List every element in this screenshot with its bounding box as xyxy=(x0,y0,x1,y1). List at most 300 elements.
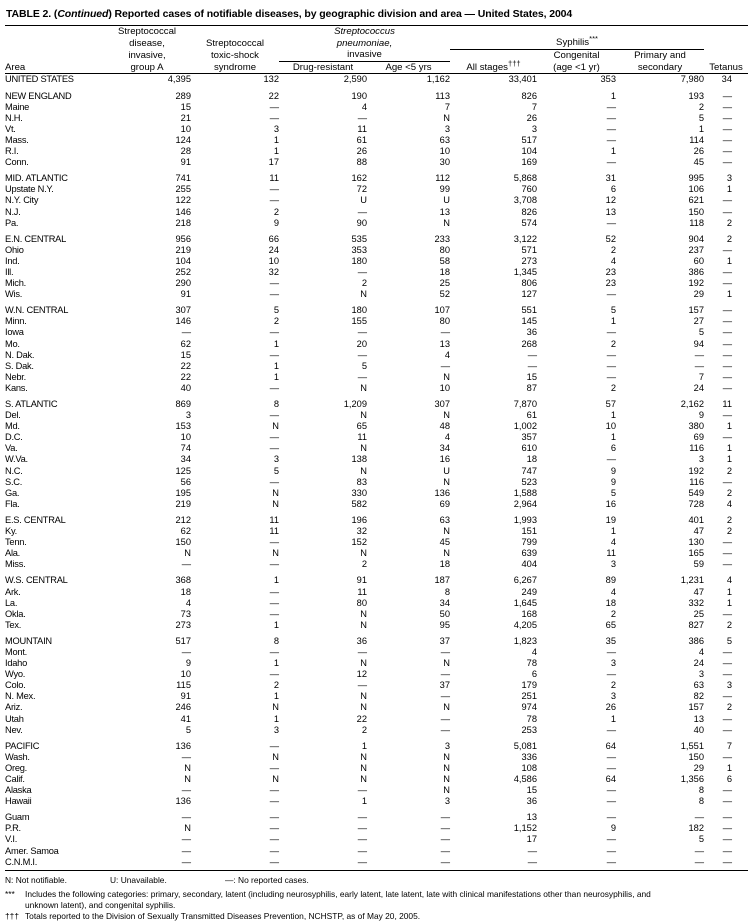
footnote-syphilis-mark: *** xyxy=(5,888,15,899)
row-value: 5 xyxy=(185,724,191,735)
header-strep-tss-l2: Streptococcal xyxy=(205,37,265,49)
row-value: 1,002 xyxy=(513,421,538,432)
table-row xyxy=(5,669,748,680)
row-value: 16 xyxy=(605,498,617,509)
row-area: Minn. xyxy=(5,316,27,327)
table-row xyxy=(5,834,748,845)
row-value: 192 xyxy=(688,278,705,289)
row-value: N xyxy=(443,112,451,123)
header-syphilis-group xyxy=(450,34,704,49)
row-value: 11 xyxy=(357,432,367,443)
row-value: N xyxy=(443,658,451,669)
row-value: N xyxy=(360,465,367,476)
row-value: 10 xyxy=(180,432,191,443)
header-strep-tss-l4: syndrome xyxy=(213,61,257,73)
row-value: 23 xyxy=(605,266,617,277)
row-value: — xyxy=(269,410,279,421)
row-value: — xyxy=(606,762,617,773)
row-value: — xyxy=(181,751,191,762)
row-value: 15 xyxy=(180,101,191,112)
row-value: 7 xyxy=(444,101,451,112)
row-value: 2 xyxy=(610,680,617,691)
row-value: 1,356 xyxy=(680,774,705,784)
row-value: 22 xyxy=(180,360,191,371)
row-value: 1 xyxy=(361,740,367,751)
row-value: 401 xyxy=(688,514,705,525)
row-value: 249 xyxy=(521,586,538,597)
row-value: — xyxy=(181,834,191,845)
row-value: — xyxy=(722,349,733,360)
row-value: 2 xyxy=(726,702,733,713)
row-value: — xyxy=(269,856,279,867)
header-all-stages-label: All stages xyxy=(466,61,508,73)
row-value: 1,645 xyxy=(513,597,538,608)
row-value: 10 xyxy=(180,123,191,134)
table-row xyxy=(5,714,748,725)
row-value: 17 xyxy=(526,834,538,845)
row-value: 80 xyxy=(356,597,367,608)
row-value: 1 xyxy=(726,255,733,266)
row-area: Wash. xyxy=(5,751,30,762)
row-value: 2 xyxy=(726,526,733,537)
row-value: — xyxy=(357,856,367,867)
row-area: Colo. xyxy=(5,680,26,691)
table-body xyxy=(5,74,748,868)
row-value: — xyxy=(527,856,538,867)
row-value: N xyxy=(443,371,451,382)
table-row xyxy=(5,609,748,620)
row-area: R.I. xyxy=(5,146,19,157)
row-value: 4 xyxy=(444,432,451,443)
row-value: 11 xyxy=(357,586,367,597)
row-value: 114 xyxy=(689,134,705,145)
row-value: 196 xyxy=(351,514,367,525)
row-value: 73 xyxy=(180,608,191,619)
row-value: 78 xyxy=(526,658,538,669)
row-value: 155 xyxy=(351,316,367,327)
row-value: 1 xyxy=(273,691,279,702)
row-value: 58 xyxy=(439,255,451,266)
table-row xyxy=(5,658,748,669)
table-row xyxy=(5,559,748,570)
row-value: — xyxy=(722,658,733,669)
row-value: N xyxy=(443,751,451,762)
row-value: — xyxy=(722,834,733,845)
row-area: N.Y. City xyxy=(5,195,39,206)
row-value: — xyxy=(181,327,191,338)
row-value: 3 xyxy=(273,123,279,134)
row-value: 179 xyxy=(521,680,538,691)
row-value: N xyxy=(360,702,367,713)
row-value: 6,267 xyxy=(513,575,538,586)
row-value: 65 xyxy=(356,421,367,432)
row-value: 195 xyxy=(175,487,191,498)
row-value: — xyxy=(181,785,191,796)
row-value: 212 xyxy=(175,514,191,525)
row-value: N xyxy=(443,785,451,796)
row-value: 1 xyxy=(726,443,733,454)
row-area: W.Va. xyxy=(5,454,28,465)
row-value: 22 xyxy=(180,371,191,382)
row-area: D.C. xyxy=(5,432,23,443)
row-area: Pa. xyxy=(5,217,19,228)
row-value: 8 xyxy=(273,399,279,409)
row-value: 190 xyxy=(351,90,367,101)
table-row xyxy=(5,327,748,338)
table-row xyxy=(5,361,748,372)
row-value: 37 xyxy=(439,635,451,646)
row-value: N xyxy=(360,691,367,702)
header-all-stages xyxy=(450,58,537,74)
row-value: 1 xyxy=(610,410,617,421)
row-value: — xyxy=(181,856,191,867)
row-value: 106 xyxy=(688,184,705,195)
row-value: — xyxy=(694,845,705,856)
row-value: 582 xyxy=(351,498,367,509)
row-value: 47 xyxy=(693,526,705,537)
header-strep-tss-l1 xyxy=(191,26,279,38)
footnotes xyxy=(5,871,748,922)
row-value: 91 xyxy=(180,157,191,168)
row-value: — xyxy=(722,195,733,206)
row-value: 4 xyxy=(610,255,617,266)
row-value: — xyxy=(269,597,279,608)
row-value: 799 xyxy=(521,537,538,548)
row-value: 4,205 xyxy=(513,619,538,630)
footnote-syphilis xyxy=(5,889,748,911)
row-area: NEW ENGLAND xyxy=(5,90,72,101)
row-value: 380 xyxy=(688,421,705,432)
header-tetanus: Tetanus xyxy=(709,61,743,73)
page-title xyxy=(0,0,753,25)
table-row xyxy=(5,245,748,256)
table-row xyxy=(5,421,748,432)
row-area: La. xyxy=(5,597,18,608)
row-value: — xyxy=(440,669,451,680)
table-row xyxy=(5,515,748,526)
row-value: — xyxy=(440,834,451,845)
row-value: 3 xyxy=(185,410,191,421)
row-value: 15 xyxy=(180,349,191,360)
table-row xyxy=(5,774,748,785)
row-value: 90 xyxy=(356,217,367,228)
row-value: 26 xyxy=(693,146,705,157)
row-value: 29 xyxy=(693,762,705,773)
row-value: — xyxy=(722,316,733,327)
row-value: — xyxy=(269,823,279,834)
row-value: — xyxy=(606,796,617,807)
table-row xyxy=(5,173,748,184)
row-value: — xyxy=(269,812,279,823)
row-value: 104 xyxy=(175,255,191,266)
row-value: — xyxy=(269,586,279,597)
row-value: 62 xyxy=(180,338,191,349)
row-value: 50 xyxy=(439,608,451,619)
notifiable-diseases-table xyxy=(5,26,748,868)
row-value: — xyxy=(606,785,617,796)
table-row xyxy=(5,113,748,124)
title-prefix: TABLE 2. ( xyxy=(6,8,58,20)
row-area: Nev. xyxy=(5,724,23,735)
row-value: — xyxy=(722,305,733,316)
row-value: 307 xyxy=(175,305,191,316)
row-value: 3 xyxy=(610,559,617,570)
row-value: 9 xyxy=(610,465,617,476)
row-value: — xyxy=(269,432,279,443)
row-value: 47 xyxy=(693,586,705,597)
row-value: 219 xyxy=(175,244,191,255)
row-value: 2,964 xyxy=(513,498,538,509)
table-row xyxy=(5,846,748,857)
row-value: 1 xyxy=(726,421,733,432)
row-value: 162 xyxy=(351,173,367,184)
header-spneumo-l3: invasive xyxy=(279,49,450,61)
row-value: 2 xyxy=(610,244,617,255)
row-area: Mich. xyxy=(5,278,26,289)
row-value: 11 xyxy=(357,123,367,134)
row-value: 1 xyxy=(610,713,617,724)
row-value: N xyxy=(360,774,367,784)
row-value: 64 xyxy=(605,740,617,751)
row-value: 4 xyxy=(610,586,617,597)
row-value: 91 xyxy=(180,289,191,300)
row-value: 1 xyxy=(726,597,733,608)
row-value: 61 xyxy=(526,410,538,421)
row-value: — xyxy=(606,327,617,338)
row-value: 32 xyxy=(268,266,279,277)
row-value: — xyxy=(722,845,733,856)
row-value: 610 xyxy=(521,443,538,454)
row-value: — xyxy=(722,278,733,289)
row-value: 11 xyxy=(269,514,279,525)
row-value: 22 xyxy=(268,90,279,101)
row-value: — xyxy=(440,724,451,735)
row-value: — xyxy=(722,537,733,548)
header-syphilis-spacer xyxy=(450,26,704,38)
row-value: — xyxy=(606,289,617,300)
row-value: 61 xyxy=(356,134,367,145)
row-value: U xyxy=(360,195,367,206)
table-row xyxy=(5,316,748,327)
row-area: Ala. xyxy=(5,548,21,559)
row-value: 2 xyxy=(361,724,367,735)
row-value: 233 xyxy=(434,233,451,244)
row-value: — xyxy=(722,327,733,338)
row-value: 30 xyxy=(439,157,451,168)
row-value: — xyxy=(606,371,617,382)
row-value: 1 xyxy=(273,338,279,349)
row-value: — xyxy=(440,691,451,702)
row-value: 4 xyxy=(444,349,451,360)
row-value: — xyxy=(722,338,733,349)
row-value: 29 xyxy=(693,289,705,300)
row-value: 760 xyxy=(521,184,538,195)
table-row xyxy=(5,526,748,537)
table-row xyxy=(5,410,748,421)
row-area: S. ATLANTIC xyxy=(5,399,58,409)
row-value: 12 xyxy=(356,669,367,680)
row-value: 904 xyxy=(688,233,705,244)
table-row xyxy=(5,812,748,823)
row-value: — xyxy=(606,845,617,856)
row-value: 10 xyxy=(268,255,279,266)
row-value: 52 xyxy=(439,289,451,300)
row-value: 368 xyxy=(175,575,191,586)
row-value: 116 xyxy=(689,443,705,454)
header-row-2 xyxy=(5,37,748,49)
row-value: — xyxy=(722,785,733,796)
row-value: — xyxy=(722,432,733,443)
row-value: 157 xyxy=(688,305,705,316)
row-value: — xyxy=(440,856,451,867)
row-value: 2 xyxy=(698,101,705,112)
row-value: 8 xyxy=(273,635,279,646)
row-value: 145 xyxy=(521,316,538,327)
row-value: 34 xyxy=(721,74,733,85)
row-area: UNITED STATES xyxy=(5,74,74,85)
row-value: 1 xyxy=(726,289,733,300)
row-value: 62 xyxy=(180,526,191,537)
table-row xyxy=(5,741,748,752)
row-value: 63 xyxy=(439,514,451,525)
row-area: Idaho xyxy=(5,658,28,669)
row-area: Hawaii xyxy=(5,796,32,807)
row-value: N xyxy=(272,487,279,498)
header-syphilis-label: Syphilis xyxy=(556,37,590,49)
row-value: 113 xyxy=(435,90,451,101)
table-row xyxy=(5,443,748,454)
row-value: 869 xyxy=(175,399,191,409)
row-value: 165 xyxy=(688,548,705,559)
row-value: — xyxy=(181,812,191,823)
footnote-syphilis-text xyxy=(25,889,748,911)
row-value: 826 xyxy=(521,206,538,217)
row-value: 4 xyxy=(698,646,705,657)
row-value: 255 xyxy=(175,184,191,195)
header-area-label: Area xyxy=(5,62,26,74)
row-value: — xyxy=(269,112,279,123)
row-value: 169 xyxy=(521,157,538,168)
row-value: 64 xyxy=(605,774,617,784)
table-row xyxy=(5,278,748,289)
row-value: — xyxy=(722,112,733,123)
row-value: — xyxy=(357,845,367,856)
row-area: Alaska xyxy=(5,785,32,796)
row-value: 28 xyxy=(180,146,191,157)
row-value: 10 xyxy=(605,421,617,432)
row-value: 35 xyxy=(605,635,617,646)
table-row xyxy=(5,350,748,361)
row-value: 2 xyxy=(726,514,733,525)
row-area: Del. xyxy=(5,410,21,421)
row-value: 12 xyxy=(605,195,617,206)
row-value: 9 xyxy=(698,410,705,421)
row-value: — xyxy=(181,845,191,856)
row-value: — xyxy=(269,537,279,548)
row-value: 150 xyxy=(688,206,705,217)
header-congenital-l2: (age <1 yr) xyxy=(553,61,600,73)
row-value: — xyxy=(722,812,733,823)
row-value: — xyxy=(606,349,617,360)
row-value: 41 xyxy=(180,713,191,724)
row-value: N xyxy=(272,774,279,784)
row-value: 1,551 xyxy=(680,740,705,751)
row-value: 40 xyxy=(693,724,705,735)
row-value: 152 xyxy=(351,537,367,548)
title-suffix: ) Reported cases of notifiable diseases, by geographic division and area — United States, 2004 xyxy=(108,8,573,20)
row-value: 3 xyxy=(273,454,279,465)
row-value: 40 xyxy=(180,382,191,393)
row-value: — xyxy=(722,713,733,724)
row-value: 187 xyxy=(434,575,451,586)
row-value: 6 xyxy=(531,669,538,680)
table-row xyxy=(5,857,748,868)
row-value: 7,870 xyxy=(513,399,538,409)
row-value: 1 xyxy=(610,90,617,101)
row-value: 1 xyxy=(273,360,279,371)
row-value: 2 xyxy=(610,382,617,393)
row-value: 25 xyxy=(439,278,451,289)
row-value: U xyxy=(443,465,451,476)
row-value: 9 xyxy=(185,658,191,669)
row-value: — xyxy=(440,812,451,823)
row-value: — xyxy=(440,360,451,371)
footnote-syphilis-line1: Includes the following categories: primary, secondary, latent (including neurosyphilis, early latent, late latent, late with clinical manifestations other than neurosyphilis, and xyxy=(25,888,651,899)
row-value: 2,590 xyxy=(343,74,367,85)
row-value: 9 xyxy=(610,476,617,487)
row-value: 20 xyxy=(356,338,367,349)
row-value: 18 xyxy=(439,266,451,277)
row-value: 1 xyxy=(610,146,617,157)
row-value: 1,162 xyxy=(426,74,451,85)
row-value: — xyxy=(269,476,279,487)
row-value: 13 xyxy=(605,206,617,217)
row-value: 63 xyxy=(439,134,451,145)
row-value: N xyxy=(184,762,191,773)
row-value: 104 xyxy=(521,146,538,157)
table-row xyxy=(5,372,748,383)
table-row xyxy=(5,537,748,548)
row-value: 18 xyxy=(180,586,191,597)
row-value: 336 xyxy=(521,751,538,762)
row-value: 182 xyxy=(688,823,705,834)
row-value: — xyxy=(269,195,279,206)
row-value: — xyxy=(722,266,733,277)
row-area: Ill. xyxy=(5,266,14,277)
row-value: 5 xyxy=(726,635,733,646)
row-value: — xyxy=(722,146,733,157)
row-value: 136 xyxy=(175,740,191,751)
row-value: 251 xyxy=(521,691,538,702)
row-value: 574 xyxy=(521,217,538,228)
row-value: — xyxy=(440,845,451,856)
row-area: W.S. CENTRAL xyxy=(5,575,68,586)
row-value: 150 xyxy=(688,751,705,762)
row-value: 10 xyxy=(439,382,451,393)
row-value: N xyxy=(443,217,451,228)
table-row xyxy=(5,432,748,443)
row-value: 353 xyxy=(351,244,367,255)
row-value: — xyxy=(181,559,191,570)
row-value: 1,231 xyxy=(680,575,705,586)
row-value: 18 xyxy=(526,454,538,465)
row-value: 11 xyxy=(269,526,279,537)
row-value: 1,345 xyxy=(513,266,538,277)
table-row xyxy=(5,267,748,278)
row-value: — xyxy=(722,123,733,134)
row-value: 9 xyxy=(610,823,617,834)
table-row xyxy=(5,454,748,465)
